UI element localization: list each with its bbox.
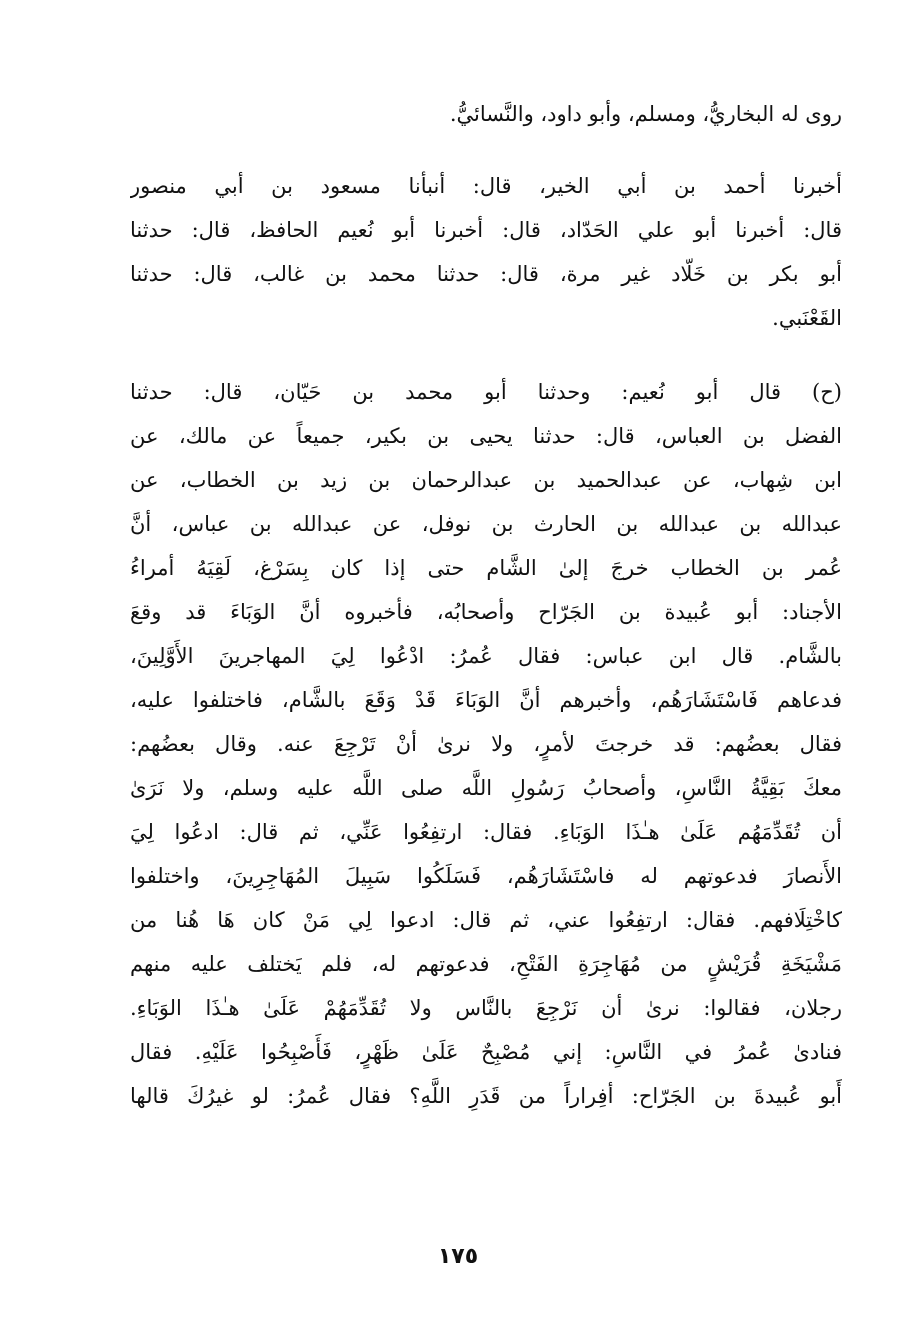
paragraph-line: معكَ بَقِيَّةُ النَّاسِ، وأصحابُ رَسُولِ اللَّه صلى اللَّه عليه وسلم، ولا نَرَىٰ (130, 776, 842, 800)
paragraph-line: الأَنصارَ فدعوتهم له فاسْتَشَارَهُم، فَسَلَكُوا سَبِيلَ المُهَاجِرِينَ، واختلفوا (130, 864, 842, 888)
paragraph-line: ابن شِهاب، عن عبدالحميد بن عبدالرحمان بن زيد بن الخطاب، عن (130, 468, 842, 492)
paragraph-2 (130, 370, 842, 1118)
page-number: ١٧٥ (437, 1244, 479, 1269)
paragraph-line: أن تُقَدِّمَهُم عَلَىٰ هـٰذَا الوَبَاءِ. فقال: ارتفِعُوا عَنِّي، ثم قال: ادعُوا لِيَ (130, 820, 842, 844)
paragraph-line: أبو بكر بن خَلّاد غير مرة، قال: حدثنا محمد بن غالب، قال: حدثنا (130, 262, 842, 286)
paragraph-line: الفضل بن العباس، قال: حدثنا يحيى بن بكير، جميعاً عن مالك، عن (130, 424, 842, 448)
paragraph-line: الأجناد: أبو عُبيدة بن الجَرّاح وأصحابُه، فأخبروه أنَّ الوَبَاءَ قد وقعَ (130, 600, 842, 624)
paragraph-line: رجلان، فقالوا: نرىٰ أن نَرْجِعَ بالنَّاس ولا تُقَدِّمَهُمْ عَلَىٰ هـٰذَا الوَبَاءِ. (130, 996, 842, 1020)
paragraph-line: القَعْنَبي. (772, 306, 842, 330)
document-page (130, 92, 842, 1118)
paragraph-line: قال: أخبرنا أبو علي الحَدّاد، قال: أخبرنا أبو نُعيم الحافظ، قال: حدثنا (130, 218, 842, 242)
paragraph-line: فدعاهم فَاسْتَشَارَهُم، وأخبرهم أنَّ الوَبَاءَ قَدْ وَقَعَ بالشَّام، فاختلفوا عليه، (130, 688, 842, 712)
paragraph-line: فقال بعضُهم: قد خرجتَ لأمرٍ، ولا نرىٰ أنْ تَرْجِعَ عنه. وقال بعضُهم: (130, 732, 842, 756)
paragraph-line: (ح) قال أبو نُعيم: وحدثنا أبو محمد بن حَيّان، قال: حدثنا (130, 380, 842, 404)
paragraph-line: عبدالله بن عبدالله بن الحارث بن نوفل، عن عبدالله بن عباس، أنَّ (130, 512, 842, 536)
paragraph-line: مَشْيَخَةِ قُرَيْشٍ من مُهَاجِرَةِ الفَتْحِ، فدعوتهم له، فلم يَختلف عليه منهم (130, 952, 842, 976)
paragraph-line: عُمر بن الخطاب خرجَ إلىٰ الشَّام حتى إذا كان بِسَرْغ، لَقِيَهُ أمراءُ (130, 556, 842, 580)
intro-line: روى له البخاريُّ، ومسلم، وأبو داود، والنَّسائيُّ. (449, 102, 842, 126)
paragraph-line: أَبو عُبيدةَ بن الجَرّاح: أفِراراً من قَدَرِ اللَّهِ؟ فقال عُمرُ: لو غيرُكَ قالها (130, 1084, 842, 1108)
paragraph-line: أخبرنا أحمد بن أبي الخير، قال: أنبأنا مسعود بن أبي منصور (130, 174, 842, 198)
paragraph-line: كاخْتِلَافهم. فقال: ارتفِعُوا عني، ثم قال: ادعوا لِي مَنْ كان هَا هُنا من (130, 908, 842, 932)
paragraph-line: فنادىٰ عُمرُ في النَّاسِ: إني مُصْبِحٌ عَلَىٰ ظَهْرٍ، فَأَصْبِحُوا عَلَيْهِ. فقال (130, 1040, 842, 1064)
paragraph-line: بالشَّام. قال ابن عباس: فقال عُمرُ: ادْعُوا لِيَ المهاجرينَ الأَوَّلِينَ، (130, 644, 842, 668)
paragraph-1 (130, 164, 842, 340)
intro-paragraph (130, 92, 842, 136)
